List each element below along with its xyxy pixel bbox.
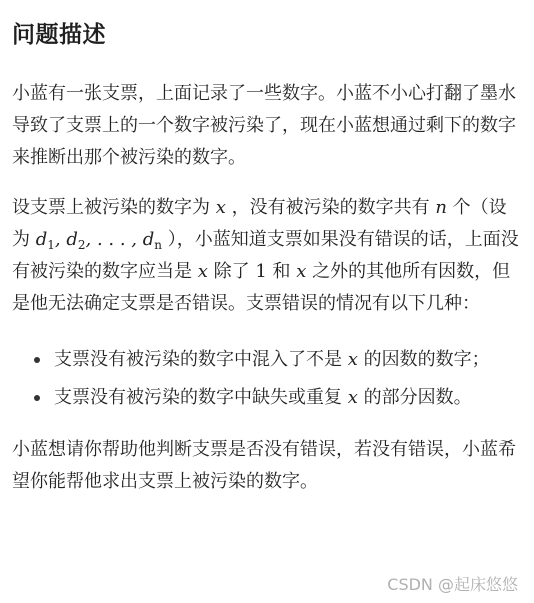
math-sub: 1 [47, 238, 55, 252]
text: 设支票上被污染的数字为 [12, 197, 216, 218]
text: 个（设为 [12, 197, 507, 250]
text: 的因数的数字； [357, 349, 490, 370]
watermark: CSDN @起床悠悠 [387, 575, 518, 594]
math-sub: 2 [77, 238, 86, 252]
math-x: x [347, 349, 358, 370]
math-sub: n [154, 238, 163, 252]
paragraph-request: 小蓝想请你帮助他判断支票是否没有错误，若没有错误，小蓝希望你能帮他求出支票上被污染的数字。 [12, 439, 516, 492]
math-d: d [35, 229, 48, 250]
text: ，没有被污染的数字共有 [225, 197, 436, 218]
text: 之外的其他所有因数，但是他无法确定支票是否错误。支票错误的情况有以下几种： [12, 261, 511, 314]
text: ），小蓝知道支票如果没有错误的话，上面没有被污染的数字应当是 [12, 229, 519, 282]
math-x: x [215, 197, 226, 218]
text: 支票没有被污染的数字中缺失或重复 [54, 387, 348, 408]
paragraph-definition [12, 192, 524, 320]
paragraph-intro: 小蓝有一张支票，上面记录了一些数字。小蓝不小心打翻了墨水导致了支票上的一个数字被污染了，现在小蓝想通过剩下的数字来推断出那个被污染的数字。 [12, 83, 516, 168]
math-d-sequence [36, 229, 162, 250]
math-x: x [347, 387, 358, 408]
math-one: 1 [255, 261, 267, 282]
math-n: n [435, 197, 447, 218]
math-x: x [197, 261, 208, 282]
math-d: d [66, 229, 78, 250]
error-cases-list [12, 342, 524, 416]
math-x: x [296, 261, 307, 282]
list-item [12, 380, 524, 416]
list-item [12, 342, 524, 378]
bullet-icon [34, 395, 40, 401]
math-dots: , . . . , [85, 229, 143, 250]
bullet-icon [34, 357, 40, 363]
math-sep: , [54, 229, 67, 250]
math-d: d [142, 229, 155, 250]
text: 和 [266, 261, 297, 282]
text: 支票没有被污染的数字中混入了不是 [54, 349, 348, 370]
problem-description [12, 0, 524, 498]
text: 的部分因数。 [357, 387, 472, 408]
section-heading: 问题描述 [12, 22, 106, 48]
text: 除了 [207, 261, 256, 282]
